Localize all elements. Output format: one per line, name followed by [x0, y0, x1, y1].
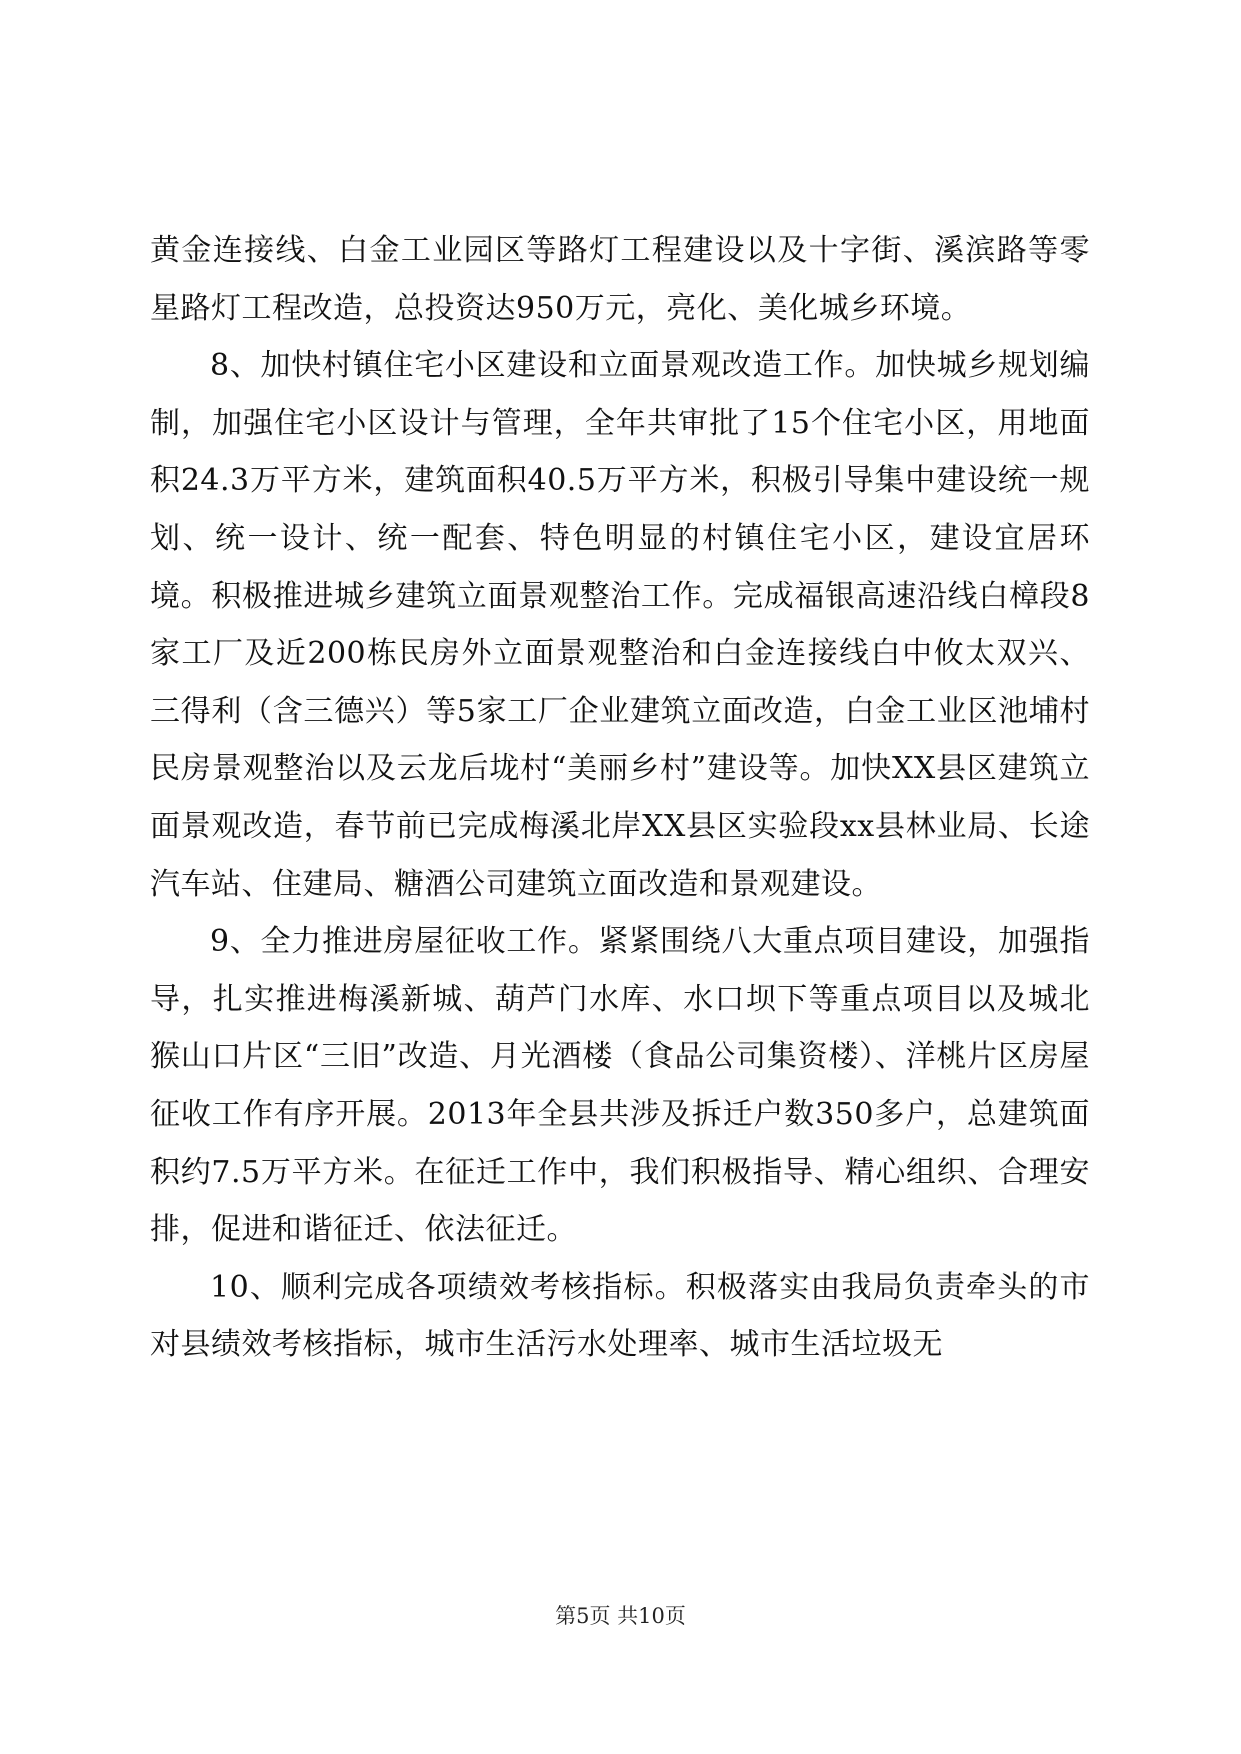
paragraph-item-10: 10、顺利完成各项绩效考核指标。积极落实由我局负责牵头的市对县绩效考核指标，城市生活污水处理率、城市生活垃圾无: [150, 1269, 1090, 1363]
page-number-footer: 第5页 共10页: [555, 1604, 686, 1628]
paragraph-item-9: 9、全力推进房屋征收工作。紧紧围绕八大重点项目建设，加强指导，扎实推进梅溪新城、葫芦门水库、水口坝下等重点项目以及城北猴山口片区“三旧”改造、月光酒楼（食品公司集资楼）、洋桃片区房屋征收工作有序开展。2013年全县共涉及拆迁户数350多户，总建筑面积约7.5万平方米。在征迁工作中，我们积极指导、精心组织、合理安排，促进和谐征迁、依法征迁。: [150, 924, 1090, 1248]
paragraph-continuation: 黄金连接线、白金工业园区等路灯工程建设以及十字街、溪滨路等零星路灯工程改造，总投资达950万元，亮化、美化城乡环境。: [150, 233, 1090, 326]
paragraph-item-8: 8、加快村镇住宅小区建设和立面景观改造工作。加快城乡规划编制，加强住宅小区设计与管理，全年共审批了15个住宅小区，用地面积24.3万平方米，建筑面积40.5万平方米，积极引导集中建设统一规划、统一设计、统一配套、特色明显的村镇住宅小区，建设宜居环境。积极推进城乡建筑立面景观整治工作。完成福银高速沿线白樟段8家工厂及近200栋民房外立面景观整治和白金连接线白中攸太双兴、三得利（含三德兴）等5家工厂企业建筑立面改造，白金工业区池埔村民房景观整治以及云龙后垅村“美丽乡村”建设等。加快XX县区建筑立面景观改造，春节前已完成梅溪北岸XX县区实验段xx县林业局、长途汽车站、住建局、糖酒公司建筑立面改造和景观建设。: [150, 348, 1090, 902]
body-text: [150, 222, 1090, 1374]
